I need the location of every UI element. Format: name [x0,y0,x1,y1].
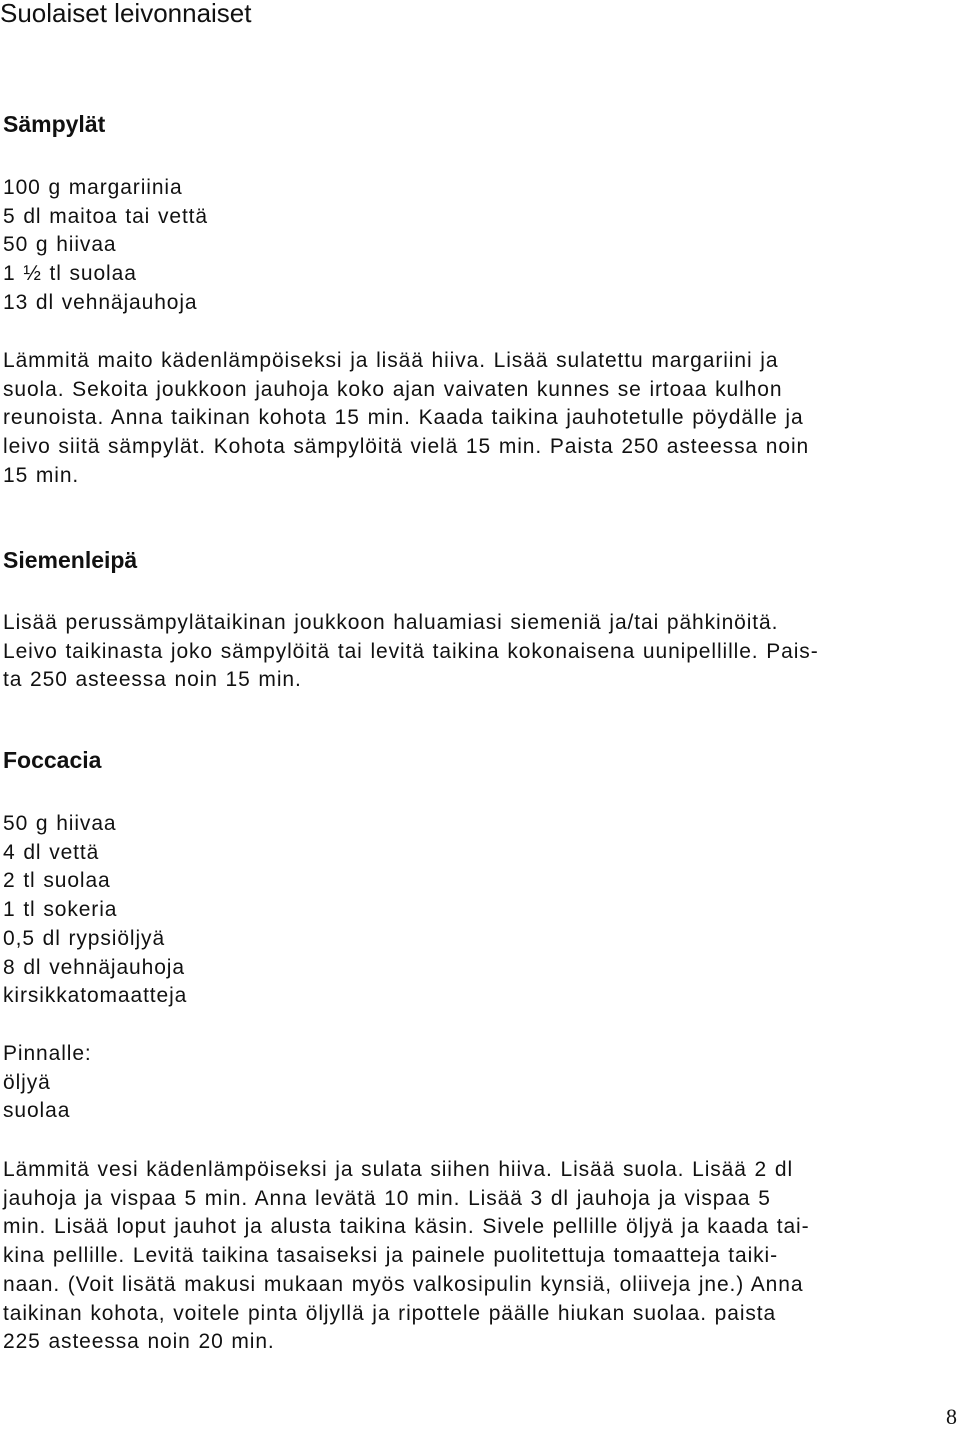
topping-item: suolaa [3,1099,71,1123]
instruction-line: leivo siitä sämpylät. Kohota sämpylöitä vielä 15 min. Paista 250 asteessa noin [3,435,810,459]
ingredient-item: 2 tl suolaa [3,869,111,893]
instruction-line: taikinan kohota, voitele pinta öljyllä ja ripottele päälle hiukan suolaa. paista [3,1301,777,1325]
topping-list-foccacia [3,1040,92,1126]
instruction-line: suola. Sekoita joukkoon jauhoja koko ajan vaivaten kunnes se irtoaa kulhon [3,377,783,401]
ingredient-item: 1 tl sokeria [3,898,118,922]
page-number: 8 [946,1404,957,1429]
ingredient-item: 100 g margariinia [3,176,183,199]
ingredient-list-foccacia [3,810,187,1011]
instructions-sampylat [3,347,809,491]
instruction-line: 15 min. [3,463,80,487]
recipe-title-siemenleipa: Siemenleipä [3,547,138,573]
ingredient-item: 50 g hiivaa [3,812,117,835]
ingredient-item: 1 ½ tl suolaa [3,262,137,286]
ingredient-item: 8 dl vehnäjauhoja [3,955,185,979]
instruction-line: kina pellille. Levitä taikina tasaiseksi ja painele puolitettuja tomaatteja taiki- [3,1244,779,1268]
ingredient-item: kirsikkatomaatteja [3,984,188,1008]
ingredient-list-sampylat [3,174,208,318]
instruction-line: Leivo taikinasta joko sämpylöitä tai levitä taikina kokonaisena uunipellille. Pais- [3,639,819,663]
instruction-line: Lisää perussämpylätaikinan joukkoon haluamiasi siemeniä ja/tai pähkinöitä. [3,611,779,634]
ingredient-item: 5 dl maitoa tai vettä [3,204,208,228]
ingredient-item: 4 dl vettä [3,840,100,864]
instruction-line: jauhoja ja vispaa 5 min. Anna levätä 10 min. Lisää 3 dl jauhoja ja vispaa 5 [3,1186,771,1210]
instructions-siemenleipa [3,609,819,695]
instruction-line: Lämmitä vesi kädenlämpöiseksi ja sulata siihen hiiva. Lisää suola. Lisää 2 dl [3,1158,794,1181]
topping-label: Pinnalle: [3,1042,92,1065]
topping-item: öljyä [3,1070,51,1094]
ingredient-item: 50 g hiivaa [3,233,117,257]
instruction-line: min. Lisää loput jauhot ja alusta taikina käsin. Sivele pellille öljyä ja kaada tai- [3,1215,810,1239]
ingredient-item: 13 dl vehnäjauhoja [3,290,198,314]
instructions-foccacia [3,1156,810,1357]
instruction-line: ta 250 asteessa noin 15 min. [3,668,302,692]
instruction-line: reunoista. Anna taikinan kohota 15 min. Kaada taikina jauhotetulle pöydälle ja [3,406,804,430]
recipe-title-foccacia: Foccacia [3,747,102,773]
recipe-title-sampylat: Sämpylät [3,111,106,137]
page-title: Suolaiset leivonnaiset [0,0,252,28]
instruction-line: Lämmitä maito kädenlämpöiseksi ja lisää hiiva. Lisää sulatettu margariini ja [3,349,779,372]
instruction-line: naan. (Voit lisätä makusi mukaan myös valkosipulin kynsiä, oliiveja jne.) Anna [3,1272,804,1296]
instruction-line: 225 asteessa noin 20 min. [3,1330,275,1354]
ingredient-item: 0,5 dl rypsiöljyä [3,926,166,950]
